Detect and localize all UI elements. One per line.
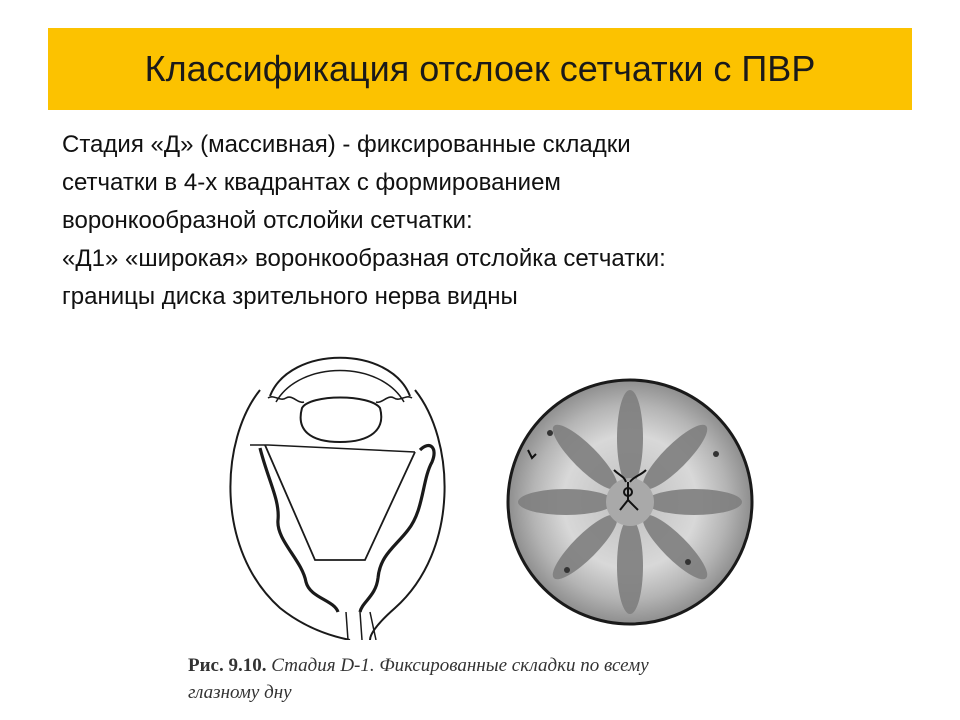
figure-caption-label: Рис. 9.10. (188, 655, 267, 676)
eye-cross-section (230, 358, 444, 640)
fundus-diagram (508, 380, 752, 624)
body-line: воронкообразной отслойки сетчатки: (62, 207, 473, 234)
slide-title: Классификация отслоек сетчатки с ПВР (144, 48, 816, 89)
figure-caption (188, 652, 828, 706)
body-line: границы диска зрительного нерва видны (62, 283, 518, 310)
body-text (62, 126, 922, 316)
body-line: сетчатки в 4-х квадрантах с формированием (62, 169, 561, 196)
body-line: «Д1» «широкая» воронкообразная отслойка сетчатки: (62, 245, 666, 272)
figure-caption-line1: Стадия D-1. Фиксированные складки по всему (271, 655, 649, 676)
figure-illustration (210, 350, 770, 640)
figure-caption-line2: глазному дну (188, 682, 292, 703)
figure (210, 350, 770, 640)
title-bar (48, 28, 912, 110)
body-line: Стадия «Д» (массивная) - фиксированные складки (62, 131, 631, 158)
